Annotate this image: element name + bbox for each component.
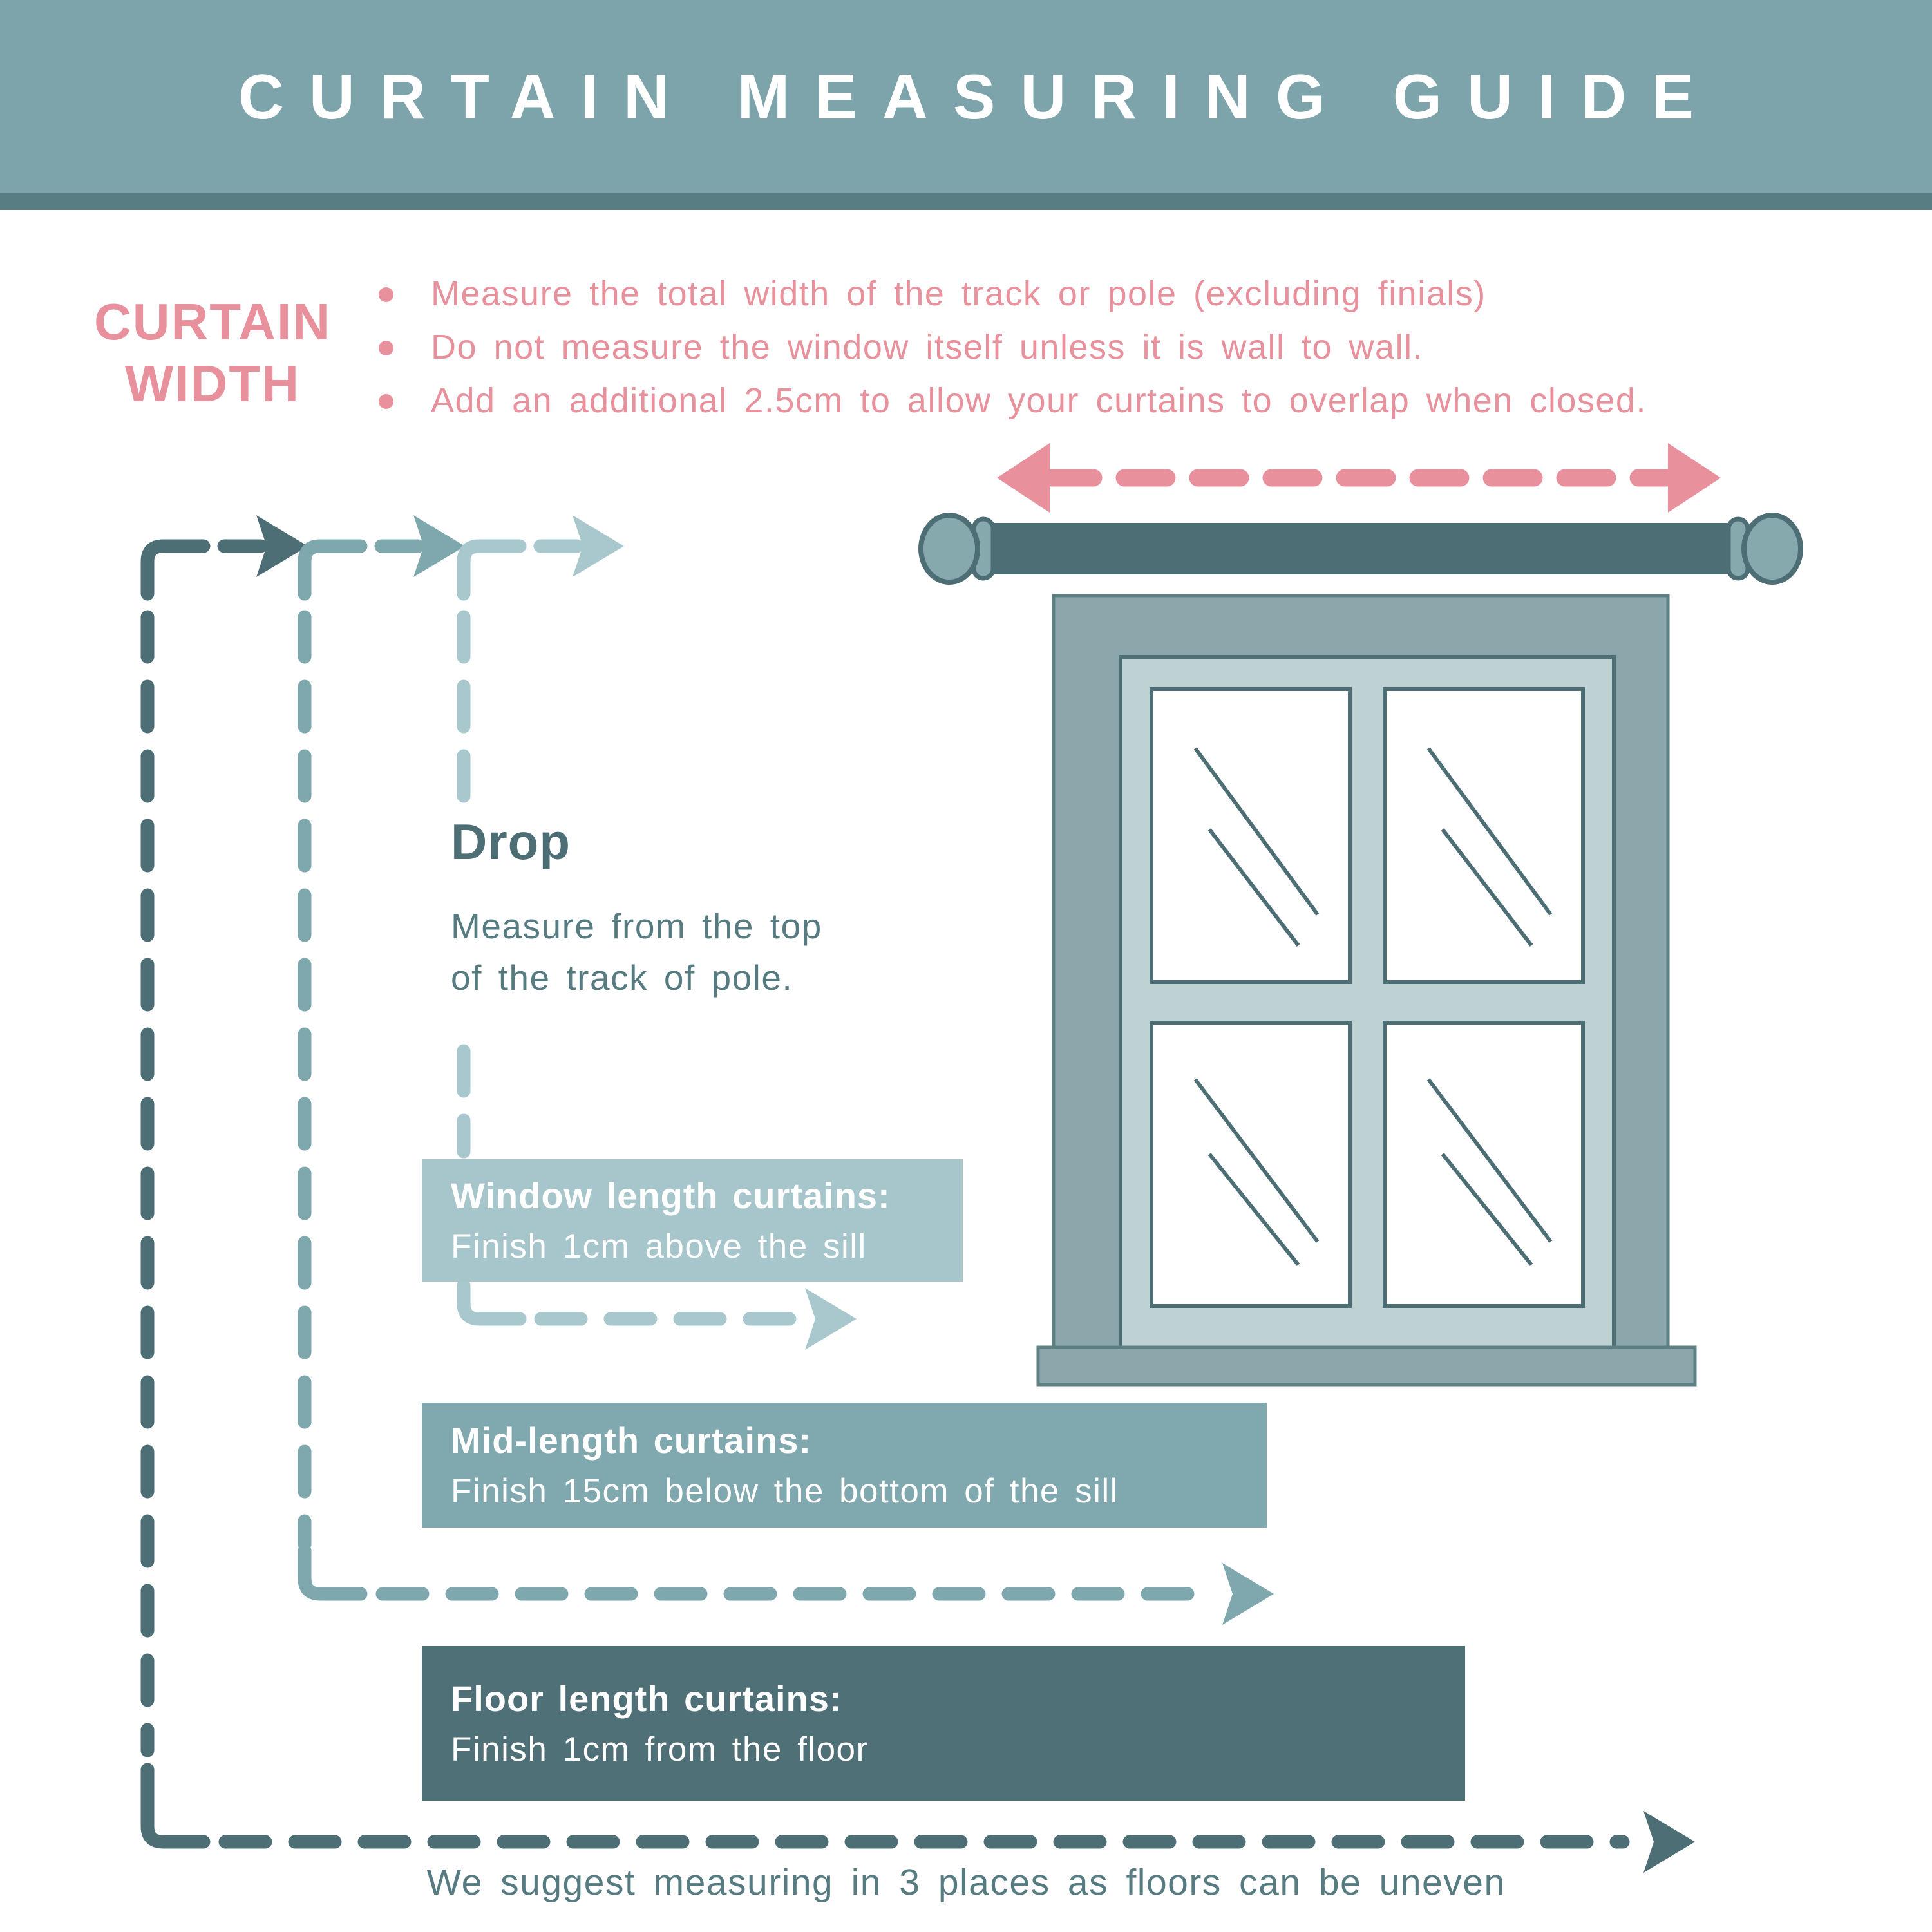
- floor-length-title: Floor length curtains:: [451, 1678, 842, 1719]
- bullet-icon: [379, 394, 393, 409]
- header-strip: [0, 193, 1932, 210]
- pole-finial-left-icon: [921, 515, 978, 582]
- window-length-subtitle: Finish 1cm above the sill: [451, 1227, 867, 1265]
- window-length-title: Window length curtains:: [451, 1175, 891, 1216]
- bullet-text: Do not measure the window itself unless it is wall to wall.: [431, 328, 1424, 366]
- window-length-box: [422, 1159, 963, 1282]
- list-item: [379, 377, 1924, 431]
- arrow-right-icon: [1668, 443, 1721, 513]
- window-illustration: [1038, 596, 1695, 1385]
- mid-length-subtitle: Finish 15cm below the bottom of the sill: [451, 1472, 1119, 1510]
- floor-length-box: [422, 1646, 1465, 1801]
- floor-length-subtitle: Finish 1cm from the floor: [451, 1730, 869, 1768]
- list-item: [379, 270, 1924, 324]
- bullet-icon: [379, 287, 393, 302]
- header-banner: [0, 0, 1932, 193]
- window-sill: [1038, 1347, 1695, 1385]
- curtain-width-label: [84, 291, 341, 415]
- mid-length-box: [422, 1403, 1267, 1528]
- drop-description: [451, 900, 822, 1003]
- bullet-text: Measure the total width of the track or pole (excluding finials): [431, 274, 1486, 313]
- footer-note: We suggest measuring in 3 places as floors can be uneven: [426, 1862, 1506, 1903]
- width-instructions-list: [379, 270, 1924, 431]
- arrow-left-icon: [997, 443, 1050, 513]
- bullet-icon: [379, 341, 393, 355]
- mid-length-title: Mid-length curtains:: [451, 1420, 812, 1461]
- width-measure-arrow: [997, 443, 1721, 513]
- drop-description-line1: Measure from the top: [451, 906, 822, 946]
- curtain-width-line2: WIDTH: [124, 355, 301, 412]
- bullet-text: Add an additional 2.5cm to allow your curtains to overlap when closed.: [431, 381, 1647, 420]
- curtain-pole-illustration: [921, 515, 1801, 582]
- list-item: [379, 324, 1924, 377]
- pole-finial-right-icon: [1744, 515, 1801, 582]
- drop-description-line2: of the track of pole.: [451, 958, 793, 998]
- drop-heading: Drop: [451, 813, 571, 870]
- page-title: CURTAIN MEASURING GUIDE: [238, 61, 1719, 132]
- curtain-width-line1: CURTAIN: [93, 293, 332, 350]
